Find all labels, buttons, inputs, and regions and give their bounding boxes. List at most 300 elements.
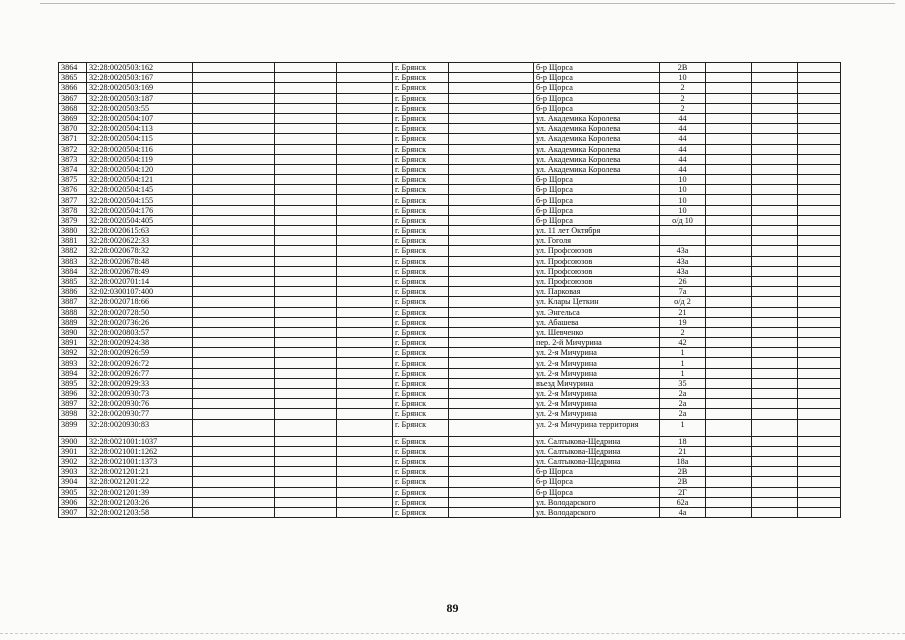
empty-cell: [193, 497, 275, 507]
house-number-cell: 2: [660, 93, 706, 103]
row-number-cell: 3896: [59, 389, 87, 399]
row-number-cell: 3868: [59, 103, 87, 113]
empty-cell: [706, 236, 752, 246]
empty-cell: [193, 419, 275, 436]
table-row: [59, 399, 841, 409]
empty-cell: [275, 164, 337, 174]
street-cell: ул. Абашева: [534, 317, 660, 327]
cadastral-number-cell: 32:28:0020503:187: [87, 93, 193, 103]
cadastral-number-cell: 32:28:0020926:77: [87, 368, 193, 378]
empty-cell: [798, 477, 841, 487]
empty-cell: [752, 419, 798, 436]
empty-cell: [193, 307, 275, 317]
row-number-cell: 3878: [59, 205, 87, 215]
empty-cell: [752, 507, 798, 517]
city-cell: г. Брянск: [393, 276, 449, 286]
street-cell: б-р Щорса: [534, 63, 660, 73]
empty-cell: [275, 477, 337, 487]
empty-cell: [706, 348, 752, 358]
empty-cell: [798, 327, 841, 337]
street-cell: б-р Щорса: [534, 93, 660, 103]
cadastral-number-cell: 32:28:0020504:176: [87, 205, 193, 215]
table-row: [59, 507, 841, 517]
empty-cell: [193, 256, 275, 266]
street-cell: б-р Щорса: [534, 467, 660, 477]
empty-cell: [798, 205, 841, 215]
house-number-cell: 44: [660, 134, 706, 144]
empty-cell: [337, 436, 393, 446]
empty-cell: [706, 307, 752, 317]
street-cell: б-р Щорса: [534, 175, 660, 185]
cadastral-number-cell: 32:28:0020678:48: [87, 256, 193, 266]
empty-cell: [193, 246, 275, 256]
empty-cell: [449, 276, 534, 286]
table-row: [59, 185, 841, 195]
house-number-cell: 1: [660, 419, 706, 436]
city-cell: г. Брянск: [393, 246, 449, 256]
city-cell: г. Брянск: [393, 399, 449, 409]
street-cell: ул. Академика Королева: [534, 134, 660, 144]
street-cell: ул. 2-я Мичурина: [534, 358, 660, 368]
row-number-cell: 3902: [59, 456, 87, 466]
empty-cell: [275, 93, 337, 103]
empty-cell: [193, 507, 275, 517]
row-number-cell: 3885: [59, 276, 87, 286]
empty-cell: [337, 338, 393, 348]
empty-cell: [337, 63, 393, 73]
house-number-cell: 10: [660, 205, 706, 215]
empty-cell: [337, 358, 393, 368]
empty-cell: [193, 185, 275, 195]
city-cell: г. Брянск: [393, 185, 449, 195]
empty-cell: [706, 103, 752, 113]
empty-cell: [752, 195, 798, 205]
empty-cell: [752, 297, 798, 307]
empty-cell: [337, 195, 393, 205]
empty-cell: [752, 348, 798, 358]
empty-cell: [337, 154, 393, 164]
empty-cell: [449, 93, 534, 103]
street-cell: б-р Щорса: [534, 477, 660, 487]
empty-cell: [193, 487, 275, 497]
empty-cell: [275, 63, 337, 73]
empty-cell: [337, 378, 393, 388]
row-number-cell: 3876: [59, 185, 87, 195]
empty-cell: [706, 73, 752, 83]
empty-cell: [798, 93, 841, 103]
empty-cell: [275, 497, 337, 507]
city-cell: г. Брянск: [393, 93, 449, 103]
empty-cell: [337, 205, 393, 215]
street-cell: ул. Володарского: [534, 497, 660, 507]
empty-cell: [798, 487, 841, 497]
empty-cell: [798, 215, 841, 225]
empty-cell: [706, 215, 752, 225]
house-number-cell: 2: [660, 327, 706, 337]
empty-cell: [798, 446, 841, 456]
house-number-cell: 62а: [660, 497, 706, 507]
street-cell: ул. Парковая: [534, 287, 660, 297]
cadastral-number-cell: 32:28:0020504:113: [87, 124, 193, 134]
empty-cell: [275, 368, 337, 378]
row-number-cell: 3873: [59, 154, 87, 164]
empty-cell: [449, 378, 534, 388]
empty-cell: [449, 175, 534, 185]
empty-cell: [449, 103, 534, 113]
table-row: [59, 436, 841, 446]
empty-cell: [798, 276, 841, 286]
city-cell: г. Брянск: [393, 327, 449, 337]
empty-cell: [337, 73, 393, 83]
empty-cell: [275, 358, 337, 368]
house-number-cell: 18: [660, 436, 706, 446]
empty-cell: [193, 368, 275, 378]
empty-cell: [706, 154, 752, 164]
empty-cell: [798, 124, 841, 134]
cadastral-number-cell: 32:28:0020930:77: [87, 409, 193, 419]
empty-cell: [798, 399, 841, 409]
empty-cell: [706, 378, 752, 388]
cadastral-number-cell: 32:28:0020504:116: [87, 144, 193, 154]
empty-cell: [752, 266, 798, 276]
empty-cell: [752, 103, 798, 113]
empty-cell: [798, 83, 841, 93]
empty-cell: [337, 307, 393, 317]
cadastral-number-cell: 32:28:0021001:1373: [87, 456, 193, 466]
empty-cell: [337, 124, 393, 134]
empty-cell: [798, 338, 841, 348]
empty-cell: [752, 487, 798, 497]
empty-cell: [706, 467, 752, 477]
empty-cell: [798, 378, 841, 388]
row-number-cell: 3874: [59, 164, 87, 174]
cadastral-number-cell: 32:28:0021001:1262: [87, 446, 193, 456]
cadastral-number-cell: 32:28:0020678:32: [87, 246, 193, 256]
city-cell: г. Брянск: [393, 368, 449, 378]
city-cell: г. Брянск: [393, 436, 449, 446]
empty-cell: [449, 266, 534, 276]
city-cell: г. Брянск: [393, 497, 449, 507]
street-cell: б-р Щорса: [534, 185, 660, 195]
house-number-cell: о/д 10: [660, 215, 706, 225]
table-row: [59, 144, 841, 154]
table-row: [59, 497, 841, 507]
city-cell: г. Брянск: [393, 348, 449, 358]
city-cell: г. Брянск: [393, 164, 449, 174]
empty-cell: [193, 175, 275, 185]
empty-cell: [275, 487, 337, 497]
street-cell: ул. Профсоюзов: [534, 246, 660, 256]
street-cell: пер. 2-й Мичурина: [534, 338, 660, 348]
empty-cell: [337, 487, 393, 497]
empty-cell: [193, 436, 275, 446]
empty-cell: [275, 399, 337, 409]
city-cell: г. Брянск: [393, 154, 449, 164]
house-number-cell: 44: [660, 113, 706, 123]
house-number-cell: 2а: [660, 389, 706, 399]
house-number-cell: 18а: [660, 456, 706, 466]
cadastral-number-cell: 32:28:0020930:83: [87, 419, 193, 436]
empty-cell: [275, 226, 337, 236]
empty-cell: [275, 467, 337, 477]
empty-cell: [449, 195, 534, 205]
empty-cell: [193, 389, 275, 399]
row-number-cell: 3904: [59, 477, 87, 487]
city-cell: г. Брянск: [393, 195, 449, 205]
empty-cell: [752, 446, 798, 456]
empty-cell: [337, 256, 393, 266]
street-cell: ул. Салтыкова-Щедрина: [534, 446, 660, 456]
table-row: [59, 154, 841, 164]
row-number-cell: 3886: [59, 287, 87, 297]
empty-cell: [337, 83, 393, 93]
city-cell: г. Брянск: [393, 205, 449, 215]
empty-cell: [193, 226, 275, 236]
empty-cell: [337, 446, 393, 456]
empty-cell: [337, 246, 393, 256]
empty-cell: [752, 134, 798, 144]
empty-cell: [449, 399, 534, 409]
empty-cell: [449, 389, 534, 399]
street-cell: ул. 2-я Мичурина: [534, 348, 660, 358]
row-number-cell: 3889: [59, 317, 87, 327]
empty-cell: [337, 368, 393, 378]
street-cell: ул. 11 лет Октября: [534, 226, 660, 236]
empty-cell: [275, 419, 337, 436]
empty-cell: [275, 297, 337, 307]
empty-cell: [706, 276, 752, 286]
house-number-cell: 10: [660, 185, 706, 195]
table-row: [59, 348, 841, 358]
table-row: [59, 195, 841, 205]
street-cell: б-р Щорса: [534, 215, 660, 225]
empty-cell: [798, 467, 841, 477]
empty-cell: [798, 307, 841, 317]
empty-cell: [275, 327, 337, 337]
row-number-cell: 3870: [59, 124, 87, 134]
empty-cell: [337, 419, 393, 436]
empty-cell: [706, 83, 752, 93]
cadastral-number-cell: 32:28:0020926:59: [87, 348, 193, 358]
street-cell: б-р Щорса: [534, 195, 660, 205]
row-number-cell: 3879: [59, 215, 87, 225]
empty-cell: [337, 389, 393, 399]
empty-cell: [752, 256, 798, 266]
empty-cell: [275, 507, 337, 517]
house-number-cell: 2: [660, 83, 706, 93]
house-number-cell: 2: [660, 103, 706, 113]
cadastral-number-cell: 32:28:0020803:57: [87, 327, 193, 337]
empty-cell: [752, 327, 798, 337]
cadastral-number-cell: 32:28:0020929:33: [87, 378, 193, 388]
empty-cell: [275, 134, 337, 144]
empty-cell: [337, 276, 393, 286]
empty-cell: [193, 297, 275, 307]
empty-cell: [798, 409, 841, 419]
cadastral-number-cell: 32:28:0020504:155: [87, 195, 193, 205]
house-number-cell: 2а: [660, 409, 706, 419]
empty-cell: [275, 307, 337, 317]
city-cell: г. Брянск: [393, 446, 449, 456]
house-number-cell: [660, 236, 706, 246]
empty-cell: [449, 368, 534, 378]
table-row: [59, 487, 841, 497]
empty-cell: [752, 113, 798, 123]
empty-cell: [337, 144, 393, 154]
empty-cell: [449, 215, 534, 225]
empty-cell: [449, 358, 534, 368]
empty-cell: [275, 348, 337, 358]
empty-cell: [706, 256, 752, 266]
table-row: [59, 175, 841, 185]
empty-cell: [193, 338, 275, 348]
empty-cell: [706, 358, 752, 368]
street-cell: ул. 2-я Мичурина: [534, 368, 660, 378]
empty-cell: [752, 368, 798, 378]
empty-cell: [798, 73, 841, 83]
table-row: [59, 124, 841, 134]
house-number-cell: 2Г: [660, 487, 706, 497]
house-number-cell: 19: [660, 317, 706, 327]
house-number-cell: 10: [660, 73, 706, 83]
empty-cell: [798, 256, 841, 266]
empty-cell: [798, 236, 841, 246]
city-cell: г. Брянск: [393, 124, 449, 134]
empty-cell: [275, 256, 337, 266]
empty-cell: [752, 124, 798, 134]
table-row: [59, 368, 841, 378]
empty-cell: [337, 164, 393, 174]
empty-cell: [337, 409, 393, 419]
table-row: [59, 307, 841, 317]
empty-cell: [798, 507, 841, 517]
row-number-cell: 3867: [59, 93, 87, 103]
house-number-cell: [660, 226, 706, 236]
city-cell: г. Брянск: [393, 389, 449, 399]
empty-cell: [706, 205, 752, 215]
empty-cell: [706, 93, 752, 103]
empty-cell: [449, 419, 534, 436]
empty-cell: [449, 154, 534, 164]
empty-cell: [275, 338, 337, 348]
empty-cell: [449, 246, 534, 256]
empty-cell: [798, 164, 841, 174]
empty-cell: [798, 317, 841, 327]
row-number-cell: 3872: [59, 144, 87, 154]
empty-cell: [337, 113, 393, 123]
empty-cell: [193, 134, 275, 144]
empty-cell: [275, 154, 337, 164]
row-number-cell: 3907: [59, 507, 87, 517]
empty-cell: [798, 497, 841, 507]
empty-cell: [798, 175, 841, 185]
empty-cell: [337, 297, 393, 307]
table-row: [59, 246, 841, 256]
empty-cell: [449, 338, 534, 348]
house-number-cell: 10: [660, 175, 706, 185]
city-cell: г. Брянск: [393, 266, 449, 276]
empty-cell: [275, 266, 337, 276]
empty-cell: [706, 63, 752, 73]
empty-cell: [752, 154, 798, 164]
empty-cell: [275, 236, 337, 246]
empty-cell: [449, 113, 534, 123]
empty-cell: [752, 477, 798, 487]
row-number-cell: 3869: [59, 113, 87, 123]
empty-cell: [337, 456, 393, 466]
empty-cell: [706, 446, 752, 456]
table-row: [59, 215, 841, 225]
empty-cell: [275, 175, 337, 185]
row-number-cell: 3884: [59, 266, 87, 276]
street-cell: ул. Салтыкова-Щедрина: [534, 436, 660, 446]
house-number-cell: 43а: [660, 256, 706, 266]
table-row: [59, 113, 841, 123]
empty-cell: [193, 467, 275, 477]
empty-cell: [752, 467, 798, 477]
empty-cell: [337, 287, 393, 297]
empty-cell: [193, 317, 275, 327]
empty-cell: [706, 389, 752, 399]
empty-cell: [449, 507, 534, 517]
empty-cell: [193, 144, 275, 154]
empty-cell: [706, 134, 752, 144]
empty-cell: [337, 477, 393, 487]
empty-cell: [193, 477, 275, 487]
table-row: [59, 226, 841, 236]
empty-cell: [706, 399, 752, 409]
table-row: [59, 266, 841, 276]
empty-cell: [193, 348, 275, 358]
empty-cell: [752, 185, 798, 195]
empty-cell: [752, 378, 798, 388]
empty-cell: [337, 226, 393, 236]
empty-cell: [706, 477, 752, 487]
city-cell: г. Брянск: [393, 113, 449, 123]
empty-cell: [798, 185, 841, 195]
empty-cell: [193, 399, 275, 409]
empty-cell: [337, 185, 393, 195]
empty-cell: [337, 348, 393, 358]
city-cell: г. Брянск: [393, 134, 449, 144]
table-row: [59, 389, 841, 399]
street-cell: ул. Профсоюзов: [534, 256, 660, 266]
empty-cell: [706, 317, 752, 327]
street-cell: ул. Володарского: [534, 507, 660, 517]
empty-cell: [752, 276, 798, 286]
empty-cell: [275, 215, 337, 225]
city-cell: г. Брянск: [393, 236, 449, 246]
house-number-cell: 2В: [660, 467, 706, 477]
empty-cell: [706, 226, 752, 236]
empty-cell: [193, 63, 275, 73]
row-number-cell: 3866: [59, 83, 87, 93]
empty-cell: [752, 73, 798, 83]
city-cell: г. Брянск: [393, 467, 449, 477]
house-number-cell: 44: [660, 164, 706, 174]
city-cell: г. Брянск: [393, 477, 449, 487]
city-cell: г. Брянск: [393, 338, 449, 348]
table-row: [59, 477, 841, 487]
empty-cell: [275, 436, 337, 446]
empty-cell: [337, 134, 393, 144]
empty-cell: [706, 409, 752, 419]
street-cell: ул. Академика Королева: [534, 124, 660, 134]
table-row: [59, 256, 841, 266]
empty-cell: [706, 195, 752, 205]
street-cell: ул. Энгельса: [534, 307, 660, 317]
cadastral-number-cell: 32:28:0020503:167: [87, 73, 193, 83]
